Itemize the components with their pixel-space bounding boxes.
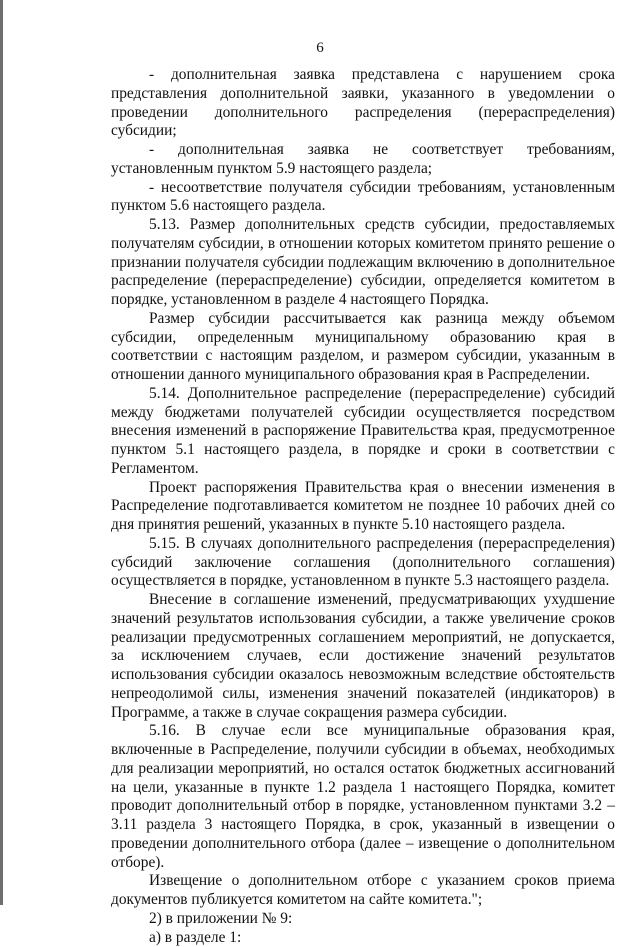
document-body (111, 66, 615, 947)
paragraph: 5.14. Дополнительное распределение (перераспределение) субсидий между бюджетами получателей субсидии осуществляется посредством внесения изменений в распоряжение Правительства края, предусмотренное пунктом 5.1 настоящего раздела, в порядке и сроки в соответствии с Регламентом. (111, 385, 615, 479)
paragraph: 5.13. Размер дополнительных средств субсидии, предоставляемых получателям субсидии, в отношении которых комитетом принято решение о признании получателя субсидии подлежащим включению в дополнительное распределение (перераспределение) субсидии, определяется комитетом в порядке, установленном в разделе 4 настоящего Порядка. (111, 216, 615, 310)
paragraph: 5.16. В случае если все муниципальные образования края, включенные в Распределение, получили субсидии в объемах, необходимых для реализации мероприятий, но остался остаток бюджетных ассигнований на цели, указанные в пункте 1.2 раздела 1 настоящего Порядка, комитет проводит дополнительный отбор в порядке, установленном пунктами 3.2 – 3.11 раздела 3 настоящего Порядка, в срок, указанный в извещении о проведении дополнительного отбора (далее – извещение о дополнительном отборе). (111, 722, 615, 872)
paragraph: Размер субсидии рассчитывается как разница между объемом субсидии, определенным муниципальному образованию края в соответствии с настоящим разделом, и размером субсидии, указанным в отношении данного муниципального образования края в Распределении. (111, 310, 615, 385)
page-left-edge-shadow (0, 0, 3, 905)
paragraph: 2) в приложении № 9: (111, 910, 615, 929)
paragraph: - дополнительная заявка не соответствует требованиям, установленным пунктом 5.9 настоящего раздела; (111, 141, 615, 179)
paragraph: Проект распоряжения Правительства края о внесении изменения в Распределение подготавливается комитетом не позднее 10 рабочих дней со дня принятия решений, указанных в пункте 5.10 настоящего раздела. (111, 479, 615, 535)
page-number: 6 (0, 40, 640, 57)
paragraph: - дополнительная заявка представлена с нарушением срока представления дополнительной заявки, указанного в уведомлении о проведении дополнительного распределения (перераспределения) субсидии; (111, 66, 615, 141)
paragraph: Извещение о дополнительном отборе с указанием сроков приема документов публикуется комитетом на сайте комитета."; (111, 872, 615, 910)
paragraph: Внесение в соглашение изменений, предусматривающих ухудшение значений результатов использования субсидии, а также увеличение сроков реализации предусмотренных соглашением мероприятий, не допускается, за исключением случаев, если достижение значений результатов использования субсидии оказалось невозможным вследствие обстоятельств непреодолимой силы, изменения значений показателей (индикаторов) в Программе, а также в случае сокращения размера субсидии. (111, 591, 615, 722)
paragraph: 5.15. В случаях дополнительного распределения (перераспределения) субсидий заключение соглашения (дополнительного соглашения) осуществляется в порядке, установленном в пункте 5.3 настоящего раздела. (111, 535, 615, 591)
paragraph: а) в разделе 1: (111, 929, 615, 947)
paragraph: - несоответствие получателя субсидии требованиям, установленным пунктом 5.6 настоящего раздела. (111, 179, 615, 217)
